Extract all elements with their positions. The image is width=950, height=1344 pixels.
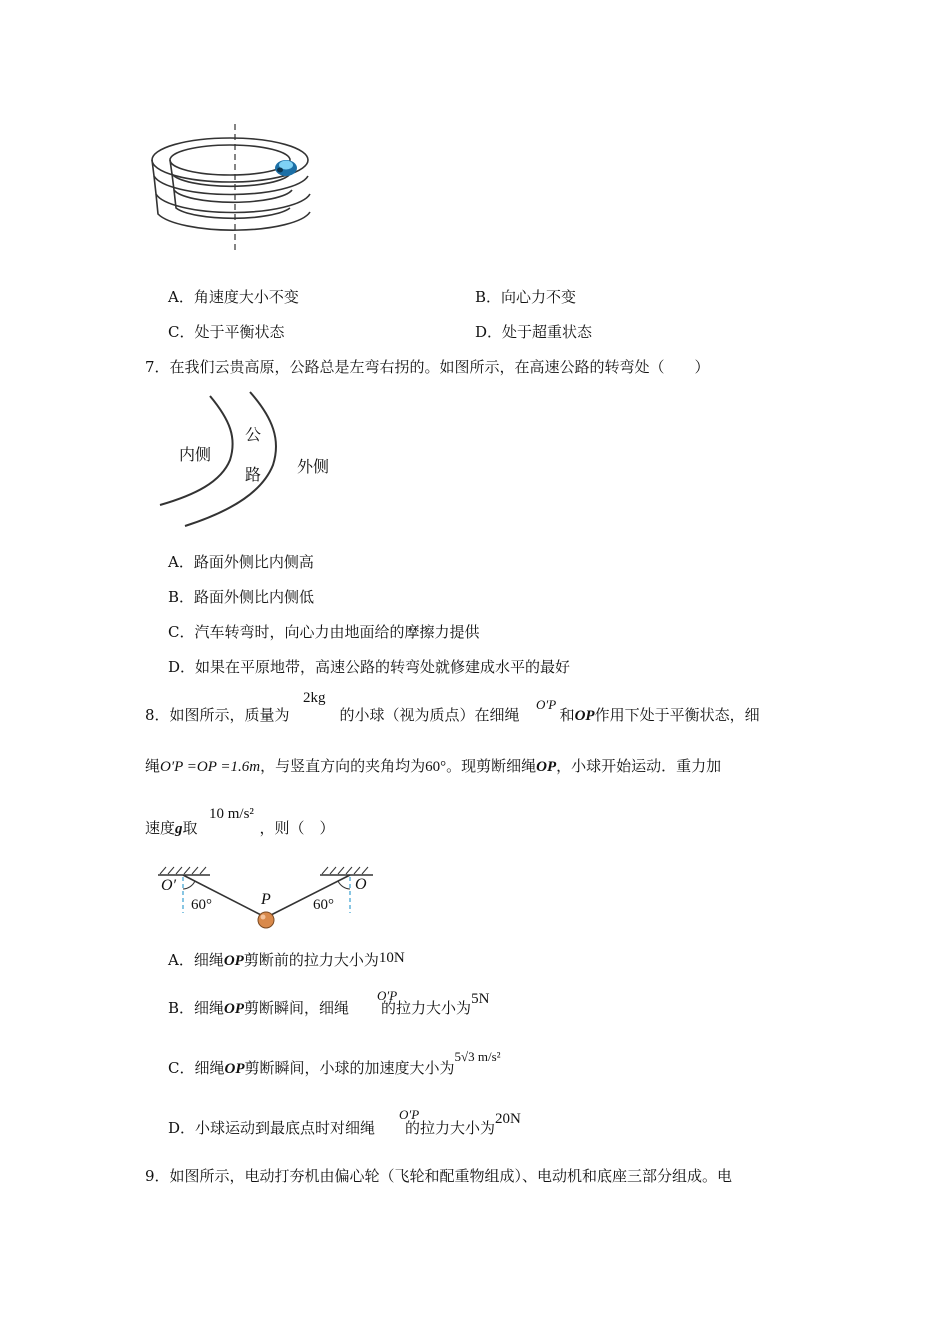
q8-mass: 2kg: [303, 690, 326, 706]
q9-stem: 9．如图所示，电动打夯机由偏心轮（飞轮和配重物组成）、电动机和底座三部分组成。电: [145, 1167, 733, 1185]
outer-side-label: 外侧: [297, 457, 330, 476]
point-p-label: P: [261, 891, 271, 908]
rope-ball-figure: [155, 865, 385, 935]
point-o-label: O: [355, 876, 367, 893]
q8-rope-prime: O′P: [536, 697, 557, 712]
q8-stem-line-1: 8．如图所示，质量为 的小球（视为质点）在细绳 和OP作用下处于平衡状态，细: [145, 706, 760, 724]
road-label-2: 路: [245, 465, 262, 484]
q6-option-d: D．处于超重状态: [475, 323, 593, 341]
q8-option-a: A．细绳OP剪断前的拉力大小为10N: [168, 950, 405, 969]
q6-option-c: C．处于平衡状态: [168, 323, 285, 341]
car-icon: [275, 160, 297, 176]
q8-g-value: 10 m/s²: [209, 806, 254, 822]
q6-option-a: A．角速度大小不变: [168, 288, 299, 306]
q7-option-b: B．路面外侧比内侧低: [168, 588, 315, 606]
q7-stem: 7．在我们云贵高原，公路总是左弯右拐的。如图所示，在高速公路的转弯处（ ）: [145, 358, 710, 376]
point-o-prime-label: O′: [161, 877, 177, 894]
q7-option-c: C．汽车转弯时，向心力由地面给的摩擦力提供: [168, 623, 480, 641]
q7-option-d: D．如果在平原地带，高速公路的转弯处就修建成水平的最好: [168, 658, 571, 676]
spiral-track-car-figure: [150, 122, 320, 252]
q8-stem-line-3: 速度g取 ，则（ ）: [145, 819, 335, 837]
ball-icon: [258, 912, 274, 928]
inner-side-label: 内侧: [179, 445, 212, 464]
q8-option-b: B．细绳OP剪断瞬间，细绳 的拉力大小为5N: [168, 991, 490, 1017]
q8-option-d-rope: O′P: [399, 1107, 420, 1122]
q8-option-c: C．细绳OP剪断瞬间，小球的加速度大小为5√3 m/s²: [168, 1049, 501, 1077]
angle-left-label: 60°: [191, 897, 212, 913]
q8-option-b-rope: O′P: [377, 988, 398, 1003]
road-label-1: 公: [245, 425, 262, 444]
q6-option-b: B．向心力不变: [475, 288, 577, 306]
q8-option-d: D．小球运动到最底点时对细绳 的拉力大小为20N: [168, 1111, 521, 1137]
highway-curve-figure: [155, 390, 355, 535]
angle-right-label: 60°: [313, 897, 334, 913]
q8-stem-line-2: 绳O′P =OP =1.6m，与竖直方向的夹角均为60°。现剪断细绳OP，小球开始运动．重力加: [145, 757, 722, 775]
q7-option-a: A．路面外侧比内侧高: [168, 553, 314, 571]
